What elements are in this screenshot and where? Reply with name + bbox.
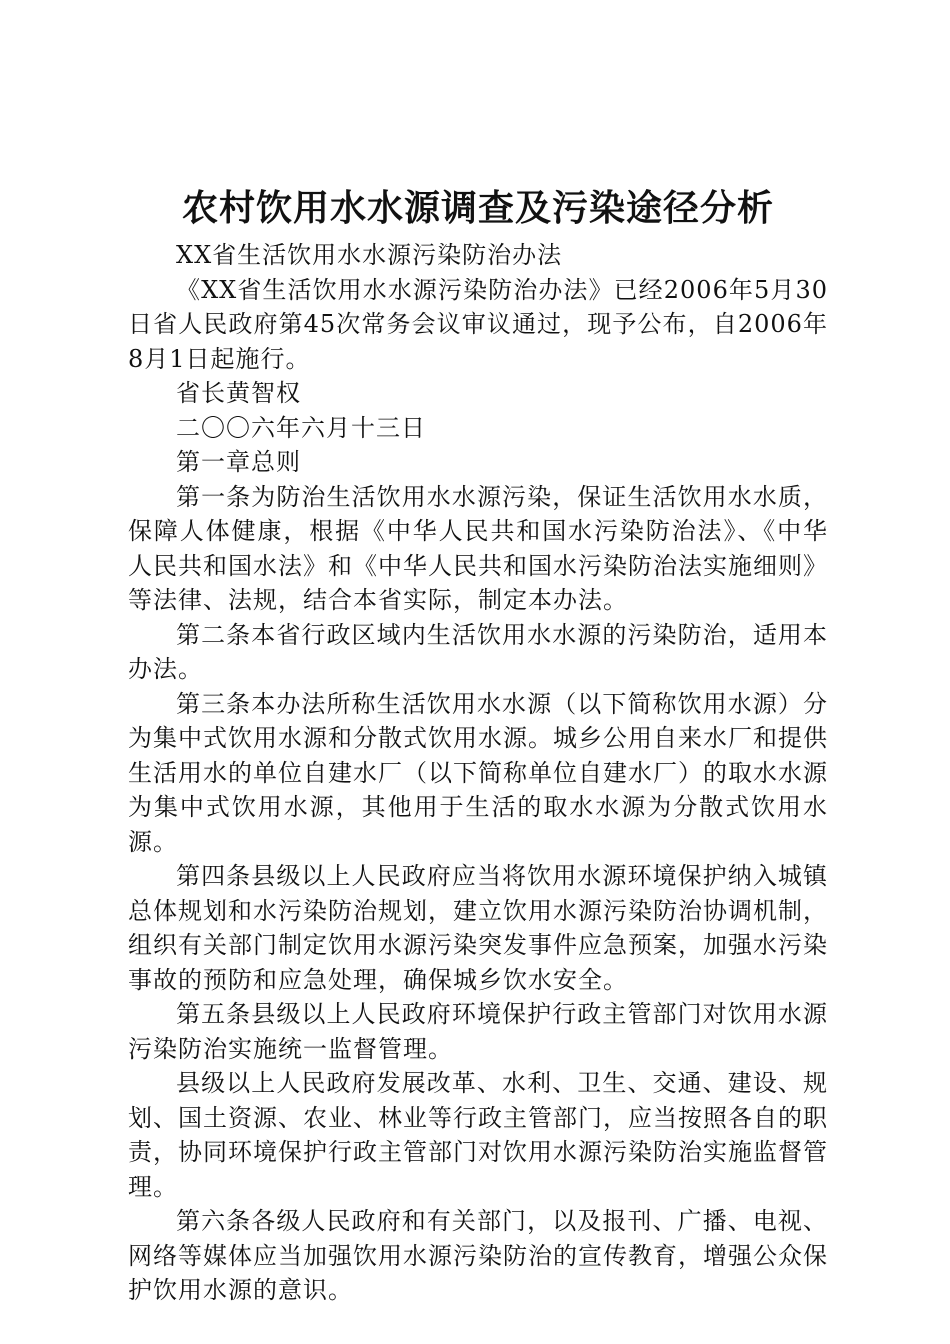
article-2: 第二条本省行政区域内生活饮用水水源的污染防治，适用本办法。 xyxy=(128,620,828,683)
article-5: 第五条县级以上人民政府环境保护行政主管部门对饮用水源污染防治实施统一监督管理。 xyxy=(128,1000,828,1063)
article-6: 第六条各级人民政府和有关部门，以及报刊、广播、电视、网络等媒体应当加强饮用水源污染防治的宣传教育，增强公众保护饮用水源的意识。 xyxy=(128,1207,828,1304)
chapter-heading: 第一章总则 xyxy=(176,448,301,476)
document-page xyxy=(128,186,828,1308)
paragraph-signatory: 省长黄智权 xyxy=(176,379,301,407)
article-3: 第三条本办法所称生活饮用水水源（以下简称饮用水源）分为集中式饮用水源和分散式饮用水源。城乡公用自来水厂和提供生活用水的单位自建水厂（以下简称单位自建水厂）的取水水源为集中式饮用水源，其他用于生活的取水水源为分散式饮用水源。 xyxy=(128,689,828,856)
document-title: 农村饮用水水源调查及污染途径分析 xyxy=(181,188,774,229)
article-5-clause-2: 县级以上人民政府发展改革、水利、卫生、交通、建设、规划、国土资源、农业、林业等行政主管部门，应当按照各自的职责，协同环境保护行政主管部门对饮用水源污染防治实施监督管理。 xyxy=(128,1069,828,1201)
paragraph-date: 二〇〇六年六月十三日 xyxy=(176,413,426,442)
paragraph-promulgation: 《XX省生活饮用水水源污染防治办法》已经2006年5月30日省人民政府第45次常务会议审议通过，现予公布，自2006年8月1日起施行。 xyxy=(128,275,828,373)
paragraph-regulation-name: XX省生活饮用水水源污染防治办法 xyxy=(176,241,563,269)
article-4: 第四条县级以上人民政府应当将饮用水源环境保护纳入城镇总体规划和水污染防治规划，建立饮用水源污染防治协调机制，组织有关部门制定饮用水源污染突发事件应急预案，加强水污染事故的预防和应急处理，确保城乡饮水安全。 xyxy=(128,862,828,994)
article-1: 第一条为防治生活饮用水水源污染，保证生活饮用水水质，保障人体健康，根据《中华人民共和国水污染防治法》、《中华人民共和国水法》和《中华人民共和国水污染防治法实施细则》等法律、法规，结合本省实际，制定本办法。 xyxy=(128,482,828,614)
